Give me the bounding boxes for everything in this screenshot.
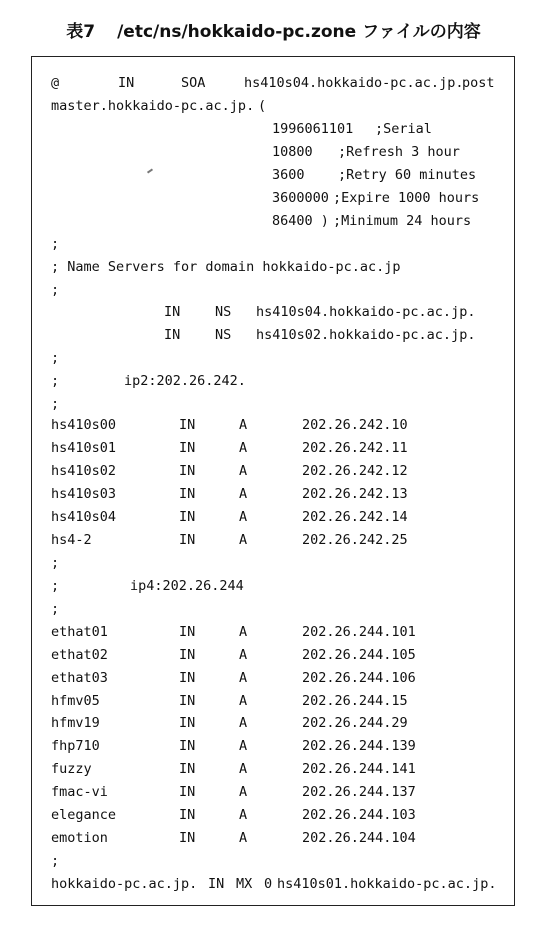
soa-email-head: post — [462, 75, 495, 91]
record-address: 202.26.242.11 — [302, 440, 408, 456]
record-host: elegance — [51, 807, 117, 823]
record-address: 202.26.244.104 — [302, 830, 416, 846]
record-address: 202.26.244.29 — [302, 715, 408, 731]
soa-type: SOA — [181, 75, 206, 91]
soa-retry: 3600 — [272, 167, 305, 183]
record-address: 202.26.244.15 — [302, 693, 408, 709]
ns-host: hs410s02.hokkaido-pc.ac.jp. — [256, 327, 476, 343]
record-type: A — [239, 807, 248, 823]
record-host: hfmv05 — [51, 693, 100, 709]
soa-open-paren: ( — [258, 98, 267, 114]
record-type: A — [239, 830, 248, 846]
name-servers-comment: ; Name Servers for domain hokkaido-pc.ac.jp — [51, 259, 401, 275]
record-class: IN — [179, 509, 196, 525]
record-class: IN — [179, 670, 196, 686]
record-type: A — [239, 715, 248, 731]
table-number: 表7 — [66, 22, 96, 42]
soa-origin: @ — [51, 75, 60, 91]
record-address: 202.26.242.12 — [302, 463, 408, 479]
record-host: ethat02 — [51, 647, 108, 663]
soa-expire: 3600000 — [272, 190, 329, 206]
mx-domain: hokkaido-pc.ac.jp. — [51, 876, 198, 892]
comment-line: ; — [51, 396, 60, 412]
soa-refresh: 10800 — [272, 144, 313, 160]
record-address: 202.26.244.101 — [302, 624, 416, 640]
comment-line: ; — [51, 853, 60, 869]
mx-class: IN — [208, 876, 225, 892]
record-class: IN — [179, 486, 196, 502]
comment-line: ; — [51, 282, 60, 298]
record-class: IN — [179, 624, 196, 640]
record-type: A — [239, 486, 248, 502]
comment-line: ; — [51, 601, 60, 617]
record-host: fmac-vi — [51, 784, 108, 800]
soa-primary: hs410s04.hokkaido-pc.ac.jp. — [244, 75, 464, 91]
ip4-comment-prefix: ; — [51, 578, 60, 594]
ns-class: IN — [164, 304, 181, 320]
record-class: IN — [179, 693, 196, 709]
soa-minimum: 86400 ) — [272, 213, 329, 229]
record-class: IN — [179, 830, 196, 846]
record-class: IN — [179, 738, 196, 754]
record-host: hs4-2 — [51, 532, 92, 548]
record-host: hfmv19 — [51, 715, 100, 731]
comment-line: ; — [51, 350, 60, 366]
record-type: A — [239, 647, 248, 663]
record-type: A — [239, 784, 248, 800]
record-address: 202.26.244.141 — [302, 761, 416, 777]
record-address: 202.26.244.103 — [302, 807, 416, 823]
ip4-comment: ip4:202.26.244 — [130, 578, 244, 594]
ns-type: NS — [215, 304, 232, 320]
comment-line: ; — [51, 236, 60, 252]
ip2-comment-prefix: ; — [51, 373, 60, 389]
record-type: A — [239, 738, 248, 754]
mx-preference: 0 — [264, 876, 273, 892]
soa-serial-comment: ;Serial — [375, 121, 432, 137]
soa-retry-comment: ;Retry 60 minutes — [338, 167, 477, 183]
record-class: IN — [179, 532, 196, 548]
record-address: 202.26.244.106 — [302, 670, 416, 686]
soa-minimum-comment: ;Minimum 24 hours — [333, 213, 472, 229]
record-class: IN — [179, 807, 196, 823]
record-type: A — [239, 509, 248, 525]
record-type: A — [239, 440, 248, 456]
table-caption — [0, 20, 547, 44]
record-address: 202.26.244.139 — [302, 738, 416, 754]
record-address: 202.26.242.10 — [302, 417, 408, 433]
record-address: 202.26.242.25 — [302, 532, 408, 548]
soa-class: IN — [118, 75, 135, 91]
record-host: hs410s04 — [51, 509, 117, 525]
record-host: hs410s02 — [51, 463, 117, 479]
record-host: hs410s01 — [51, 440, 117, 456]
record-host: fuzzy — [51, 761, 92, 777]
record-address: 202.26.242.13 — [302, 486, 408, 502]
ns-host: hs410s04.hokkaido-pc.ac.jp. — [256, 304, 476, 320]
record-host: fhp710 — [51, 738, 100, 754]
record-class: IN — [179, 647, 196, 663]
record-address: 202.26.242.14 — [302, 509, 408, 525]
record-address: 202.26.244.105 — [302, 647, 416, 663]
soa-serial: 1996061101 — [272, 121, 354, 137]
soa-refresh-comment: ;Refresh 3 hour — [338, 144, 460, 160]
ip2-comment: ip2:202.26.242. — [124, 373, 246, 389]
record-type: A — [239, 761, 248, 777]
record-class: IN — [179, 417, 196, 433]
record-class: IN — [179, 784, 196, 800]
record-class: IN — [179, 761, 196, 777]
record-class: IN — [179, 463, 196, 479]
ns-class: IN — [164, 327, 181, 343]
record-class: IN — [179, 440, 196, 456]
record-type: A — [239, 532, 248, 548]
record-host: emotion — [51, 830, 108, 846]
comment-line: ; — [51, 555, 60, 571]
record-type: A — [239, 693, 248, 709]
record-type: A — [239, 624, 248, 640]
record-host: ethat03 — [51, 670, 108, 686]
soa-expire-comment: ;Expire 1000 hours — [333, 190, 480, 206]
record-host: hs410s00 — [51, 417, 117, 433]
record-host: ethat01 — [51, 624, 108, 640]
table-title: /etc/ns/hokkaido-pc.zone ファイルの内容 — [117, 22, 481, 42]
record-type: A — [239, 417, 248, 433]
mx-type: MX — [236, 876, 253, 892]
ns-type: NS — [215, 327, 232, 343]
soa-email-tail: master.hokkaido-pc.ac.jp. — [51, 98, 255, 114]
record-address: 202.26.244.137 — [302, 784, 416, 800]
record-host: hs410s03 — [51, 486, 117, 502]
record-type: A — [239, 463, 248, 479]
record-class: IN — [179, 715, 196, 731]
mx-host: hs410s01.hokkaido-pc.ac.jp. — [277, 876, 497, 892]
record-type: A — [239, 670, 248, 686]
